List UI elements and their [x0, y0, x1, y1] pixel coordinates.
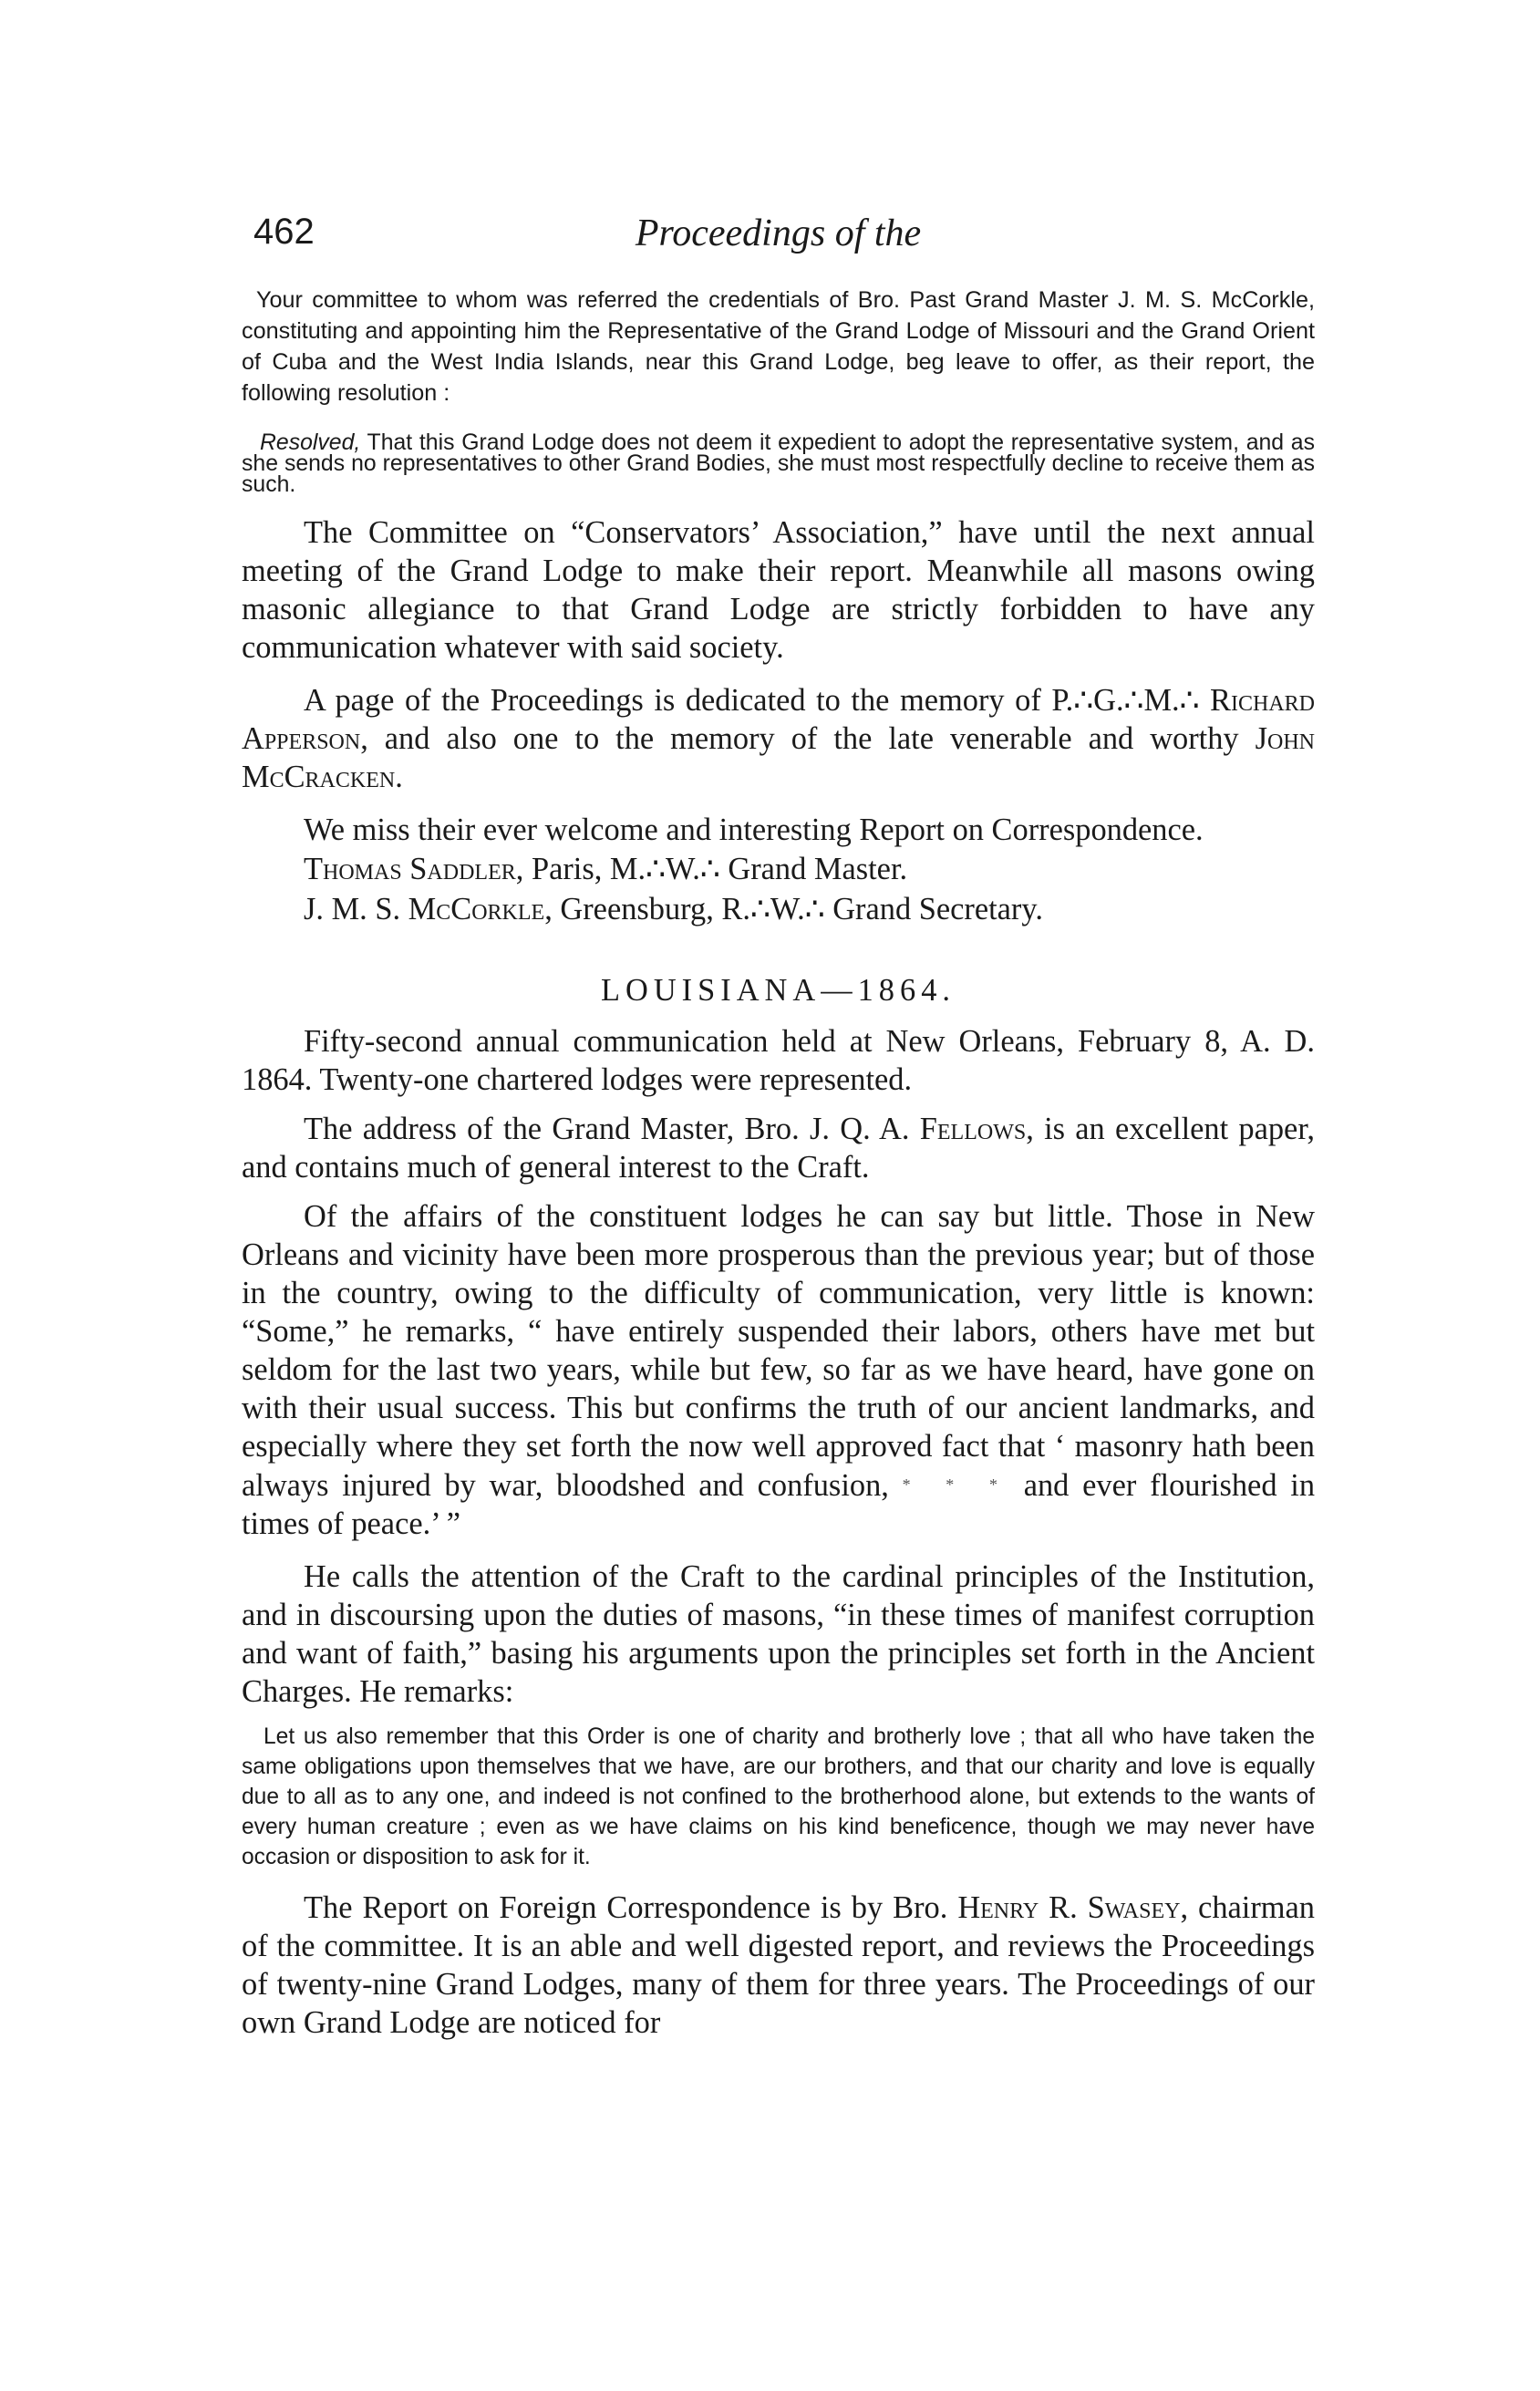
signature-name: Thomas Saddler — [304, 852, 516, 886]
lodges-text-b: and ever flourished in times of peace.’ ” — [242, 1468, 1316, 1541]
signature-grand-master — [242, 849, 1315, 889]
address-name-fellows: Fellows — [919, 1112, 1027, 1146]
block-quote: Let us also remember that this Order is one of charity and brotherly love ; that all who have taken the same obligations upon themselves that we have, are our brothers, and that our charity and love is equally due to all as to any one, and indeed is not confined to the brotherhood alone, but extends to the wants of every human creature ; even as we have claims on his kind beneficence, though we may never have occasion or disposition to ask for it. — [242, 1724, 1315, 1869]
foreign-correspondence-paragraph — [242, 1889, 1315, 2042]
memorial-paragraph — [242, 681, 1315, 796]
correspondence-text-b: , chairman of the committee. It is an able and well digested report, and reviews the Proceedings of twenty-nine Grand Lodges, many of them for three years. The Proceedings of our own Grand Lodge are noticed for — [242, 1890, 1315, 2040]
page-number: 462 — [253, 212, 315, 252]
conservators-paragraph: The Committee on “Conservators’ Association,” have until the next annual meeting of the Grand Lodge to make their report. Meanwhile all masons owing masonic allegiance to that Grand Lodge are strictly forbidden to have any communication whatever with said society. — [242, 515, 1315, 665]
section-title: LOUISIANA—1864. — [601, 973, 956, 1008]
memorial-text-c: . — [395, 760, 403, 794]
signature-grand-secretary — [242, 889, 1315, 929]
correspondence-name-swasey: Henry R. Swasey — [957, 1890, 1181, 1925]
resolved-label: Resolved, — [260, 430, 361, 455]
constituent-lodges-paragraph — [242, 1197, 1315, 1543]
annual-communication-paragraph: Fifty-second annual communication held at New Orleans, February 8, A. D. 1864. Twenty-one chartered lodges were represented. — [242, 1024, 1315, 1097]
memorial-text-a: A page of the Proceedings is dedicated to the memory of P.∴G.∴M.∴ — [304, 683, 1211, 718]
running-head: Proceedings of the — [635, 212, 922, 254]
page-header — [242, 212, 1315, 266]
ellipsis-stars: * * * — [902, 1475, 1010, 1494]
resolution-text: That this Grand Lodge does not deem it expedient to adopt the representative system, and as she sends no representatives to other Grand Bodies, she must most respectfully decline to receive them as such. — [242, 430, 1315, 497]
grand-master-address-paragraph — [242, 1110, 1315, 1186]
memorial-name-mccracken: John McCracken — [242, 721, 1315, 794]
signature-title: , Greensburg, R.∴W.∴ Grand Secretary. — [544, 892, 1043, 926]
address-text-b: , is an excellent paper, and contains much of general interest to the Craft. — [242, 1112, 1315, 1185]
address-text-a: The address of the Grand Master, Bro. J. Q. A. — [304, 1112, 920, 1146]
cardinal-principles-paragraph: He calls the attention of the Craft to the cardinal principles of the Institution, and in discoursing upon the duties of masons, “in these times of manifest corruption and want of faith,” basing his arguments upon the principles set forth in the Ancient Charges. He remarks: — [242, 1559, 1315, 1709]
lodges-text-a: Of the affairs of the constituent lodges he can say but little. Those in New Orleans and vicinity have been more prosperous than the previous year; but of those in the country, owing to the difficulty of communication, very little is known: “Some,” he remarks, “ have entirely suspended their labors, others have met but seldom for the last two years, while but few, so far as we have heard, have gone on with their usual success. This but confirms the truth of our ancient landmarks, and especially where they set forth the now well approved fact that ‘ masonry hath been always injured by war, bloodshed and confusion, — [242, 1199, 1315, 1503]
signature-title: , Paris, M.∴W.∴ Grand Master. — [515, 852, 908, 886]
signature-block — [242, 849, 1315, 929]
memorial-name-apperson: Richard Apperson — [242, 683, 1315, 756]
committee-report-intro: Your committee to whom was referred the credentials of Bro. Past Grand Master J. M. S. McCorkle, constituting and appointing him the Representative of the Grand Lodge of Missouri and the Grand Orient of Cuba and the West India Islands, near this Grand Lodge, beg leave to offer, as their report, the following resolution : — [242, 287, 1315, 406]
body-text — [242, 285, 1315, 2042]
resolution — [242, 432, 1315, 495]
signature-name: J. M. S. McCorkle — [304, 892, 545, 926]
correspondence-paragraph: We miss their ever welcome and interesting Report on Correspondence. — [304, 813, 1204, 847]
correspondence-text-a: The Report on Foreign Correspondence is by Bro. — [304, 1890, 958, 1925]
memorial-text-b: , and also one to the memory of the late venerable and worthy — [360, 721, 1256, 756]
